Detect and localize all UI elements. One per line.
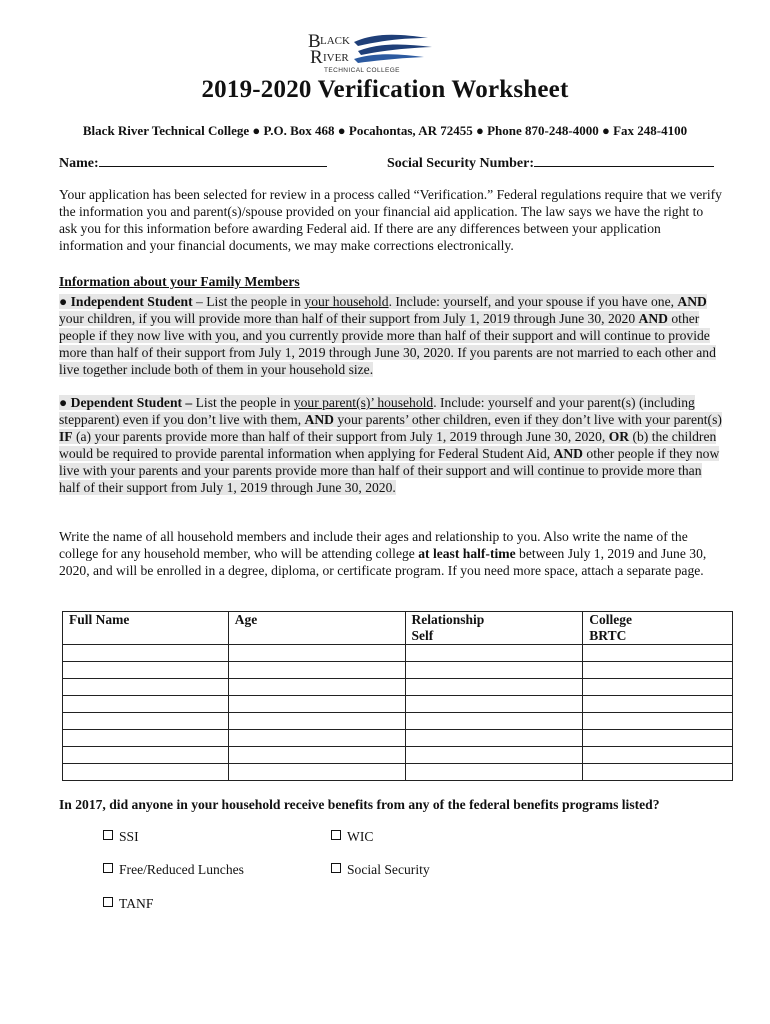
table-cell[interactable] bbox=[228, 713, 405, 730]
header-college bbox=[583, 612, 733, 645]
table-cell[interactable] bbox=[228, 645, 405, 662]
separator-dot: ● bbox=[337, 123, 346, 138]
option-label: Social Security bbox=[347, 862, 430, 877]
student-identity-row bbox=[59, 153, 739, 173]
table-row[interactable] bbox=[63, 764, 733, 781]
table-cell[interactable] bbox=[405, 696, 583, 713]
household-underlined: your household bbox=[304, 294, 389, 309]
option-free-reduced-lunches[interactable] bbox=[103, 862, 244, 878]
table-header-row bbox=[63, 612, 733, 645]
name-field[interactable] bbox=[59, 153, 327, 172]
table-cell[interactable] bbox=[228, 747, 405, 764]
text: between July 1, 2019 and June 30, 2020, and will be enrolled in a degree, diploma, or certificate program. If you need more space, attach a separate page. bbox=[59, 546, 707, 578]
table-cell[interactable] bbox=[405, 679, 583, 696]
table-row[interactable] bbox=[63, 730, 733, 747]
ssn-label: Social Security Number: bbox=[387, 156, 534, 171]
checkbox-icon[interactable] bbox=[103, 897, 113, 907]
checkbox-icon[interactable] bbox=[331, 863, 341, 873]
table-row[interactable] bbox=[63, 747, 733, 764]
independent-student-paragraph bbox=[59, 293, 724, 378]
benefits-question: In 2017, did anyone in your household receive benefits from any of the federal benefits programs listed? bbox=[59, 797, 660, 812]
option-label: Free/Reduced Lunches bbox=[119, 862, 244, 877]
address-po-box: P.O. Box 468 bbox=[263, 123, 335, 138]
college-address bbox=[0, 123, 770, 139]
table-row[interactable] bbox=[63, 713, 733, 730]
text: (b) the children would be required to provide parental information when applying for Federal Student Aid, bbox=[59, 429, 717, 461]
separator-dot: ● bbox=[252, 123, 261, 138]
table-cell[interactable] bbox=[63, 747, 229, 764]
dependent-label: Dependent Student – bbox=[70, 395, 193, 410]
independent-label: Independent Student bbox=[70, 294, 193, 309]
text: (a) your parents provide more than half of their support from July 1, 2019 through June 30, 2020, bbox=[72, 429, 609, 444]
text: . Include: yourself and your parent(s) (including stepparent) even if you don’t live with them, bbox=[59, 395, 695, 427]
option-label: WIC bbox=[347, 829, 374, 844]
logo-wave-2 bbox=[358, 44, 432, 55]
table-cell[interactable] bbox=[405, 747, 583, 764]
emphasis: AND bbox=[638, 311, 668, 326]
table-cell[interactable] bbox=[583, 662, 733, 679]
emphasis: AND bbox=[304, 412, 334, 427]
svg-text:IVER: IVER bbox=[323, 52, 349, 64]
table-cell[interactable] bbox=[583, 747, 733, 764]
table-cell[interactable] bbox=[583, 764, 733, 781]
svg-text:R: R bbox=[310, 47, 323, 68]
address-city: Pocahontas, AR 72455 bbox=[348, 123, 473, 138]
table-cell[interactable] bbox=[583, 713, 733, 730]
household-members-table bbox=[62, 611, 733, 781]
option-label: TANF bbox=[119, 896, 154, 911]
option-wic[interactable] bbox=[331, 829, 373, 845]
table-cell[interactable] bbox=[228, 764, 405, 781]
text: other people if they now live with your parents and your parents provide more than half of their support and will continue to provide more than half of their support from July 1, 2019 through June 30, 2020. bbox=[59, 446, 720, 495]
table-cell[interactable] bbox=[405, 713, 583, 730]
checkbox-icon[interactable] bbox=[103, 830, 113, 840]
address-college: Black River Technical College bbox=[82, 123, 250, 138]
table-cell[interactable] bbox=[228, 730, 405, 747]
table-cell[interactable] bbox=[405, 730, 583, 747]
table-cell[interactable] bbox=[583, 645, 733, 662]
emphasis: OR bbox=[608, 429, 630, 444]
text: Write the name of all household members and include their ages and relationship to you. Also write the name of the college for any household member, who will be attending college bbox=[59, 529, 688, 561]
family-section-heading: Information about your Family Members bbox=[59, 274, 300, 289]
self-cell[interactable]: Self bbox=[411, 628, 434, 643]
table-cell[interactable] bbox=[405, 662, 583, 679]
table-row[interactable] bbox=[63, 645, 733, 662]
household-instructions bbox=[59, 528, 724, 579]
table-cell[interactable] bbox=[405, 764, 583, 781]
table-cell[interactable] bbox=[63, 645, 229, 662]
table-cell[interactable] bbox=[405, 645, 583, 662]
table-cell[interactable] bbox=[228, 662, 405, 679]
logo-wave-3 bbox=[354, 54, 424, 63]
name-label: Name: bbox=[59, 156, 99, 171]
header-relationship bbox=[405, 612, 583, 645]
table-cell[interactable] bbox=[583, 679, 733, 696]
name-blank-line[interactable] bbox=[99, 153, 327, 167]
table-cell[interactable] bbox=[63, 713, 229, 730]
svg-text:LACK: LACK bbox=[320, 35, 350, 47]
shaded-text bbox=[59, 395, 722, 495]
header-age: Age bbox=[228, 612, 405, 645]
header-relationship-label: Relationship bbox=[411, 612, 485, 627]
logo-wave-1 bbox=[354, 35, 428, 46]
brtc-cell[interactable]: BRTC bbox=[589, 628, 627, 643]
text: . Include: yourself, and your spouse if you have one, bbox=[388, 294, 678, 309]
address-fax: Fax 248-4100 bbox=[613, 123, 688, 138]
shaded-text bbox=[59, 294, 716, 377]
table-cell[interactable] bbox=[63, 730, 229, 747]
text: List the people in bbox=[192, 395, 294, 410]
svg-text:TECHNICAL COLLEGE: TECHNICAL COLLEGE bbox=[324, 67, 400, 74]
table-row[interactable] bbox=[63, 696, 733, 713]
option-social-security[interactable] bbox=[331, 862, 430, 878]
separator-dot: ● bbox=[476, 123, 484, 138]
table-cell[interactable] bbox=[63, 679, 229, 696]
text: – List the people in bbox=[192, 294, 305, 309]
college-logo bbox=[306, 30, 436, 74]
table-cell[interactable] bbox=[228, 696, 405, 713]
option-label: SSI bbox=[119, 829, 139, 844]
address-phone: Phone 870-248-4000 bbox=[487, 123, 599, 138]
svg-text:B: B bbox=[308, 31, 321, 52]
emphasis: AND bbox=[553, 446, 583, 461]
table-row[interactable] bbox=[63, 662, 733, 679]
header-college-label: College bbox=[589, 612, 633, 627]
table-cell[interactable] bbox=[63, 696, 229, 713]
emphasis: IF bbox=[59, 429, 73, 444]
separator-dot: ● bbox=[601, 123, 610, 138]
text: your children, if you will provide more than half of their support from July 1, 2019 through June 30, 2020 bbox=[59, 311, 639, 326]
checkbox-icon[interactable] bbox=[103, 863, 113, 873]
emphasis: AND bbox=[677, 294, 707, 309]
table-row[interactable] bbox=[63, 679, 733, 696]
intro-paragraph: Your application has been selected for review in a process called “Verification.” Federal regulations require that we verify the information you and parent(s)/spouse provided on your financial aid application. The law says we have the right to ask you for this information before awarding Federal aid. If there are any differences between your application information and your financial documents, we may make corrections electronically. bbox=[59, 187, 722, 253]
table-cell[interactable] bbox=[63, 764, 229, 781]
text: other people if they now live with you, and you currently provide more than half of their support and will continue to provide more than half of their support from July 1, 2019 through June 30, 2020. If you parents are not married to each other and live together include both of them in your household size. bbox=[59, 311, 716, 377]
text: your parents’ other children, even if they don’t live with your parent(s) bbox=[333, 412, 722, 427]
page-title: 2019-2020 Verification Worksheet bbox=[201, 76, 569, 103]
table-cell[interactable] bbox=[583, 730, 733, 747]
ssn-blank-line[interactable] bbox=[534, 153, 714, 167]
emphasis: at least half-time bbox=[418, 546, 516, 561]
checkbox-icon[interactable] bbox=[331, 830, 341, 840]
dependent-student-paragraph bbox=[59, 394, 724, 496]
table-cell[interactable] bbox=[583, 696, 733, 713]
parents-household-underlined: your parent(s)’ household bbox=[293, 395, 434, 410]
bullet: ● bbox=[59, 395, 68, 410]
bullet: ● bbox=[59, 294, 68, 309]
option-ssi[interactable] bbox=[103, 829, 139, 845]
ssn-field[interactable] bbox=[387, 153, 714, 172]
option-tanf[interactable] bbox=[103, 896, 153, 912]
table-cell[interactable] bbox=[63, 662, 229, 679]
table-cell[interactable] bbox=[228, 679, 405, 696]
header-full-name: Full Name bbox=[63, 612, 229, 645]
